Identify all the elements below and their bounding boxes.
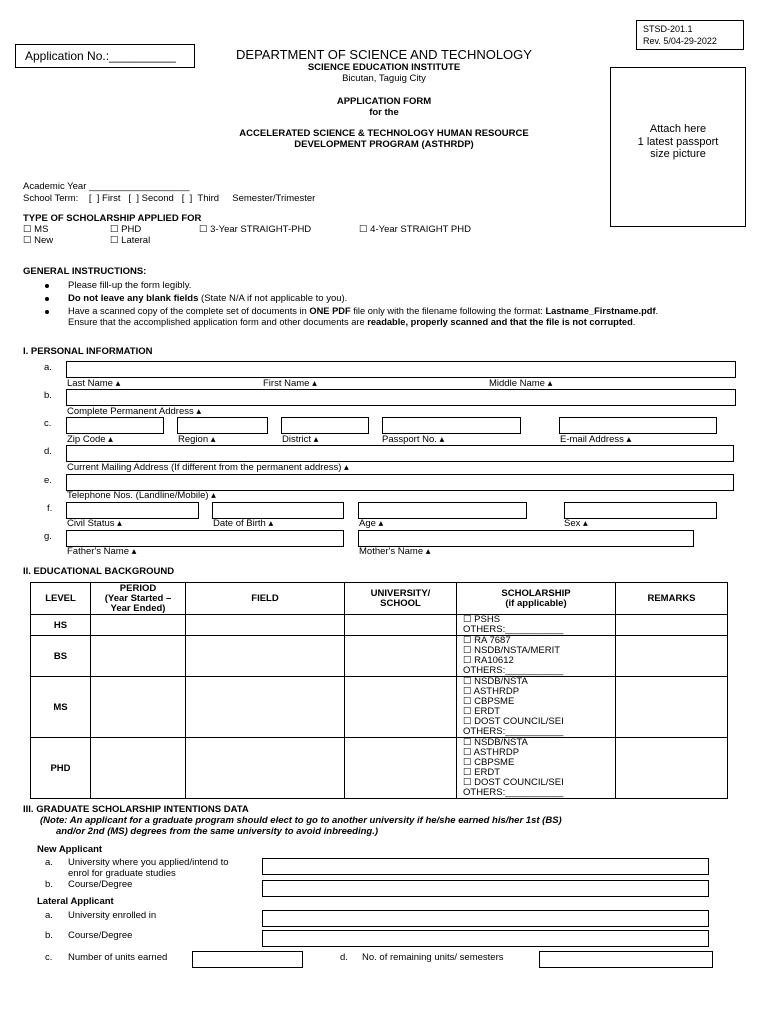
school-term-options[interactable]: School Term: [ ] First [ ] Second [ ] Third Semester/Trimester xyxy=(23,193,316,204)
scholarship-option[interactable]: ☐ CBPSME xyxy=(463,757,515,768)
education-table xyxy=(30,582,728,799)
scholarship-type-heading: TYPE OF SCHOLARSHIP APPLIED FOR xyxy=(23,213,202,224)
col-scholarship xyxy=(457,583,616,615)
institute-location: Bicutan, Taguig City xyxy=(342,73,426,84)
bullet-icon xyxy=(45,297,49,301)
intentions-heading: III. GRADUATE SCHOLARSHIP INTENTIONS DATA xyxy=(23,804,249,815)
scholarship-option[interactable]: ☐ ERDT xyxy=(463,767,501,778)
period-cell[interactable] xyxy=(91,615,186,636)
intentions-note-2: and/or 2nd (MS) degrees from the same university to avoid inbreeding.) xyxy=(56,826,379,837)
table-row xyxy=(31,738,728,799)
zip-code-label: Zip Code ▴ xyxy=(67,434,113,445)
row-letter: b. xyxy=(44,390,52,401)
form-code-box xyxy=(636,20,744,50)
age-label: Age ▴ xyxy=(359,518,384,529)
row-letter: f. xyxy=(47,503,53,514)
row-letter: d. xyxy=(44,446,52,457)
la-university-input[interactable] xyxy=(262,910,709,927)
lateral-applicant-heading: Lateral Applicant xyxy=(37,896,114,907)
checkbox-3-year-straight-phd[interactable]: ☐ 3-Year STRAIGHT-PHD xyxy=(199,224,312,235)
row-letter: c. xyxy=(45,952,53,963)
department-title: DEPARTMENT OF SCIENCE AND TECHNOLOGY xyxy=(236,47,532,62)
row-letter: a. xyxy=(45,857,53,868)
university-cell[interactable] xyxy=(345,738,457,799)
row-letter: b. xyxy=(45,879,53,890)
remarks-cell[interactable] xyxy=(616,738,728,799)
district-input[interactable] xyxy=(281,417,369,434)
date-of-birth-input[interactable] xyxy=(212,502,344,519)
region-input[interactable] xyxy=(177,417,268,434)
first-name-label: First Name ▴ xyxy=(263,378,317,389)
checkbox-lateral[interactable]: ☐ Lateral xyxy=(110,235,151,246)
telephone-input[interactable] xyxy=(66,474,734,491)
passport-photo-box[interactable] xyxy=(610,67,746,227)
revision: Rev. 5/04-29-2022 xyxy=(643,36,717,46)
remarks-cell[interactable] xyxy=(616,615,728,636)
table-row xyxy=(31,636,728,677)
scholarship-options[interactable] xyxy=(457,677,616,738)
application-number-box[interactable] xyxy=(15,44,195,68)
table-row xyxy=(31,677,728,738)
application-number-label: Application No.:__________ xyxy=(25,49,176,63)
la-remaining-units-input[interactable] xyxy=(539,951,713,968)
col-level: LEVEL xyxy=(31,583,91,615)
la-remaining-units-label: No. of remaining units/ semesters xyxy=(362,952,504,963)
na-university-label-2: enrol for graduate studies xyxy=(68,868,176,879)
col-period-line: (Year Started – xyxy=(104,592,172,604)
last-name-label: Last Name ▴ xyxy=(67,378,121,389)
intentions-note-1: (Note: An applicant for a graduate program should elect to go to another university if he/she earned his/her 1st (BS) xyxy=(40,815,562,826)
col-period-line: Year Ended) xyxy=(110,602,166,614)
level-bs: BS xyxy=(31,636,91,677)
form-code: STSD-201.1 xyxy=(643,24,693,34)
row-letter: a. xyxy=(45,910,53,921)
scholarship-option[interactable]: OTHERS:___________ xyxy=(463,726,564,737)
la-course-input[interactable] xyxy=(262,930,709,947)
row-letter: c. xyxy=(44,418,52,429)
instruction-2-rest: (State N/A if not applicable to you). xyxy=(198,293,348,304)
instruction-3-filename: Lastname_Firstname.pdf xyxy=(545,306,656,316)
col-university xyxy=(345,583,457,615)
photo-instruction-3: size picture xyxy=(650,148,706,160)
scholarship-options[interactable] xyxy=(457,636,616,677)
scholarship-option[interactable]: ☐ NSDB/NSTA/MERIT xyxy=(463,645,561,656)
full-name-input[interactable] xyxy=(66,361,736,378)
la-units-earned-input[interactable] xyxy=(192,951,303,968)
scholarship-option[interactable]: ☐ NSDB/NSTA xyxy=(463,676,528,687)
row-letter: a. xyxy=(44,362,52,373)
col-university-line: SCHOOL xyxy=(380,597,421,609)
period-cell[interactable] xyxy=(91,677,186,738)
scholarship-option[interactable]: OTHERS:___________ xyxy=(463,665,564,676)
scholarship-options[interactable] xyxy=(457,738,616,799)
instruction-2 xyxy=(68,293,347,304)
passport-label: Passport No. ▴ xyxy=(382,434,445,445)
scholarship-options[interactable] xyxy=(457,615,616,636)
mailing-address-input[interactable] xyxy=(66,445,734,462)
row-letter: d. xyxy=(340,952,348,963)
col-period-line: PERIOD xyxy=(119,582,157,594)
program-name-line2: DEVELOPMENT PROGRAM (ASTHRDP) xyxy=(294,139,474,150)
sex-input[interactable] xyxy=(564,502,717,519)
na-course-label: Course/Degree xyxy=(68,879,133,890)
period-cell[interactable] xyxy=(91,738,186,799)
education-heading: II. EDUCATIONAL BACKGROUND xyxy=(23,566,175,577)
na-university-label-1: University where you applied/intend to xyxy=(68,857,229,868)
permanent-address-input[interactable] xyxy=(66,389,736,406)
row-letter: b. xyxy=(45,930,53,941)
la-course-label: Course/Degree xyxy=(68,930,133,941)
instruction-3-text: . xyxy=(655,306,659,316)
col-scholarship-line: (if applicable) xyxy=(505,597,567,609)
scholarship-option[interactable]: ☐ PSHS xyxy=(463,614,501,625)
father-name-input[interactable] xyxy=(66,530,344,547)
civil-status-label: Civil Status ▴ xyxy=(67,518,122,529)
remarks-cell[interactable] xyxy=(616,677,728,738)
bullet-icon xyxy=(45,284,49,288)
checkbox-phd[interactable]: ☐ PHD xyxy=(110,224,142,235)
scholarship-option[interactable]: OTHERS:___________ xyxy=(463,787,564,798)
university-cell[interactable] xyxy=(345,636,457,677)
scholarship-option[interactable]: ☐ ERDT xyxy=(463,706,501,717)
field-cell[interactable] xyxy=(186,677,345,738)
checkbox-new[interactable]: ☐ New xyxy=(23,235,54,246)
mother-name-input[interactable] xyxy=(358,530,694,547)
permanent-address-label: Complete Permanent Address ▴ xyxy=(67,406,202,417)
instruction-2-bold: Do not leave any blank fields xyxy=(68,293,199,304)
region-label: Region ▴ xyxy=(178,434,216,445)
scholarship-option[interactable]: ☐ DOST COUNCIL/SEI xyxy=(463,777,564,788)
university-cell[interactable] xyxy=(345,615,457,636)
instruction-1: Please fill-up the form legibly. xyxy=(68,280,192,291)
na-university-input[interactable] xyxy=(262,858,709,875)
email-label: E-mail Address ▴ xyxy=(560,434,632,445)
form-title: APPLICATION FORM xyxy=(336,96,432,107)
sex-label: Sex ▴ xyxy=(564,518,588,529)
email-input[interactable] xyxy=(559,417,717,434)
level-phd: PHD xyxy=(31,738,91,799)
new-applicant-heading: New Applicant xyxy=(37,844,103,855)
zip-code-input[interactable] xyxy=(66,417,164,434)
father-name-label: Father's Name ▴ xyxy=(67,546,137,557)
col-university-line: UNIVERSITY/ xyxy=(370,587,431,599)
university-cell[interactable] xyxy=(345,677,457,738)
field-cell[interactable] xyxy=(186,615,345,636)
institute-name: SCIENCE EDUCATION INSTITUTE xyxy=(307,62,461,73)
bullet-icon xyxy=(45,310,49,314)
photo-instruction-2: 1 latest passport xyxy=(637,136,719,148)
mailing-address-label: Current Mailing Address (If different from the permanent address) ▴ xyxy=(67,462,349,473)
instruction-3-text: Have a scanned copy of the complete set of documents in xyxy=(68,306,310,316)
col-scholarship-line: SCHOLARSHIP xyxy=(501,587,571,599)
scholarship-option[interactable]: ☐ RA 7687 xyxy=(463,635,511,646)
scholarship-option[interactable]: ☐ CBPSME xyxy=(463,696,515,707)
scholarship-option[interactable]: ☐ NSDB/NSTA xyxy=(463,737,528,748)
age-input[interactable] xyxy=(358,502,527,519)
col-period xyxy=(91,583,186,615)
instruction-3-text: Ensure that the accomplished application form and other documents are xyxy=(68,317,368,327)
scholarship-option[interactable]: OTHERS:___________ xyxy=(463,624,564,635)
la-university-label: University enrolled in xyxy=(68,910,157,921)
level-hs: HS xyxy=(31,615,91,636)
la-units-earned-label: Number of units earned xyxy=(68,952,168,963)
instruction-3-emphasis: readable, properly scanned and that the file is not corrupted xyxy=(367,317,633,327)
program-name-line1: ACCELERATED SCIENCE & TECHNOLOGY HUMAN RESOURCE xyxy=(239,128,529,139)
instruction-3-text: file only with the filename following the format: xyxy=(350,306,546,316)
instruction-3-text: . xyxy=(632,317,636,327)
scholarship-option[interactable]: ☐ DOST COUNCIL/SEI xyxy=(463,716,564,727)
field-cell[interactable] xyxy=(186,738,345,799)
scholarship-option[interactable]: ☐ ASTHRDP xyxy=(463,686,520,697)
scholarship-option[interactable]: ☐ ASTHRDP xyxy=(463,747,520,758)
remarks-cell[interactable] xyxy=(616,636,728,677)
middle-name-label: Middle Name ▴ xyxy=(489,378,553,389)
academic-year-field[interactable]: Academic Year ___________________ xyxy=(23,181,190,192)
instruction-3-line1 xyxy=(68,306,658,316)
period-cell[interactable] xyxy=(91,636,186,677)
row-letter: g. xyxy=(44,531,52,542)
level-ms: MS xyxy=(31,677,91,738)
checkbox-ms[interactable]: ☐ MS xyxy=(23,224,49,235)
mother-name-label: Mother's Name ▴ xyxy=(359,546,431,557)
instruction-3-one-pdf: ONE PDF xyxy=(309,306,351,316)
civil-status-input[interactable] xyxy=(66,502,199,519)
form-title-for: for the xyxy=(369,107,399,118)
photo-instruction-1: Attach here xyxy=(649,123,707,135)
instructions-heading: GENERAL INSTRUCTIONS: xyxy=(23,266,147,277)
row-letter: e. xyxy=(44,475,52,486)
checkbox-4-year-straight-phd[interactable]: ☐ 4-Year STRAIGHT PHD xyxy=(359,224,471,235)
passport-number-input[interactable] xyxy=(382,417,521,434)
col-remarks: REMARKS xyxy=(616,583,728,615)
table-header-row xyxy=(31,583,728,615)
date-of-birth-label: Date of Birth ▴ xyxy=(213,518,274,529)
col-field: FIELD xyxy=(186,583,345,615)
instruction-3-line2 xyxy=(68,317,635,327)
table-row xyxy=(31,615,728,636)
district-label: District ▴ xyxy=(282,434,319,445)
personal-info-heading: I. PERSONAL INFORMATION xyxy=(23,346,153,357)
field-cell[interactable] xyxy=(186,636,345,677)
scholarship-option[interactable]: ☐ RA10612 xyxy=(463,655,514,666)
telephone-label: Telephone Nos. (Landline/Mobile) ▴ xyxy=(67,490,216,501)
na-course-input[interactable] xyxy=(262,880,709,897)
